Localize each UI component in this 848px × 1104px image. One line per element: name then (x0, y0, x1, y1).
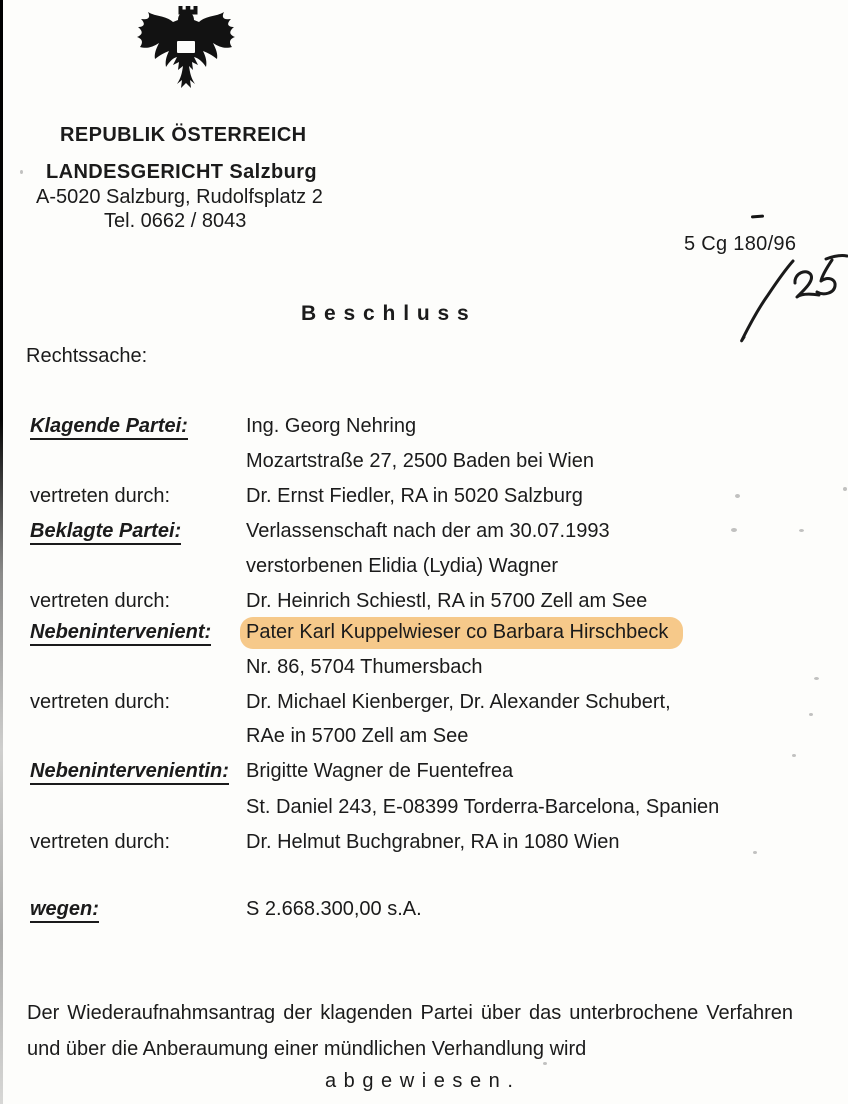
scan-speck (814, 677, 819, 680)
party-label: Beklagte Partei: (30, 520, 246, 543)
decision-paragraph-line-2: und über die Anberaumung einer mündlichen Verhandlung wird (27, 1038, 587, 1060)
party-row-continuation (30, 656, 482, 679)
handwritten-page-number (680, 243, 848, 378)
highlighted-party-value: Pater Karl Kuppelwieser co Barbara Hirschbeck (240, 617, 683, 649)
court-address: A-5020 Salzburg, Rudolfsplatz 2 (36, 186, 323, 208)
party-row-continuation (30, 796, 719, 819)
scan-edge-artifact (0, 0, 3, 1104)
party-label: vertreten durch: (30, 831, 171, 853)
scan-speck (731, 528, 737, 532)
party-value: verstorbenen Elidia (Lydia) Wagner (246, 555, 559, 577)
party-value: RAe in 5700 Zell am See (246, 725, 469, 747)
party-value: Dr. Heinrich Schiestl, RA in 5700 Zell am See (246, 590, 648, 612)
scan-speck (20, 170, 23, 174)
party-row-wegen (30, 898, 422, 921)
party-row-continuation (30, 725, 468, 748)
party-label: vertreten durch: (30, 590, 171, 612)
case-number: 5 Cg 180/96 (684, 233, 797, 255)
party-row-vertreten-durch (30, 831, 620, 854)
scan-speck (543, 1062, 547, 1065)
party-row-continuation (30, 555, 558, 578)
party-label: vertreten durch: (30, 485, 171, 507)
party-label: vertreten durch: (30, 691, 171, 713)
party-row-klagende-partei (30, 415, 416, 438)
party-value: Brigitte Wagner de Fuentefrea (246, 760, 514, 782)
party-value: Ing. Georg Nehring (246, 415, 417, 437)
party-row-nebenintervenientin (30, 760, 513, 783)
party-row-nebenintervenient (30, 621, 683, 644)
party-label: Klagende Partei: (30, 415, 246, 438)
party-value: Dr. Michael Kienberger, Dr. Alexander Schubert, (246, 691, 671, 713)
austrian-eagle-emblem-icon (136, 4, 236, 102)
party-value: Dr. Ernst Fiedler, RA in 5020 Salzburg (246, 485, 583, 507)
party-label: wegen: (30, 898, 246, 921)
party-row-vertreten-durch (30, 485, 583, 508)
scan-speck (799, 529, 804, 532)
scan-speck (792, 754, 796, 757)
pen-dash-mark (751, 215, 764, 219)
party-label: Nebenintervenient: (30, 621, 246, 644)
party-row-vertreten-durch (30, 691, 671, 714)
scan-speck (809, 713, 813, 716)
decision-result: a b g e w i e s e n . (325, 1070, 514, 1092)
party-value: St. Daniel 243, E-08399 Torderra-Barcelona, Spanien (246, 796, 720, 818)
scan-speck (735, 494, 740, 498)
republic-heading: REPUBLIK ÖSTERREICH (60, 124, 307, 146)
scan-speck (753, 851, 757, 854)
party-row-continuation (30, 450, 594, 473)
decision-paragraph-line-1: Der Wiederaufnahmsantrag der klagenden Partei über das unterbrochene Verfahren (27, 1002, 794, 1024)
party-value: Mozartstraße 27, 2500 Baden bei Wien (246, 450, 594, 472)
party-row-vertreten-durch (30, 590, 647, 613)
party-value: S 2.668.300,00 s.A. (246, 898, 422, 920)
party-value: Dr. Helmut Buchgrabner, RA in 1080 Wien (246, 831, 620, 853)
rechtssache-label: Rechtssache: (26, 345, 148, 367)
party-row-beklagte-partei (30, 520, 610, 543)
court-phone: Tel. 0662 / 8043 (104, 210, 247, 232)
court-name: LANDESGERICHT Salzburg (46, 161, 318, 183)
document-title: B e s c h l u s s (301, 302, 470, 325)
party-value: Verlassenschaft nach der am 30.07.1993 (246, 520, 610, 542)
party-label: Nebenintervenientin: (30, 760, 246, 783)
scan-speck (843, 487, 847, 491)
party-value: Nr. 86, 5704 Thumersbach (246, 656, 483, 678)
